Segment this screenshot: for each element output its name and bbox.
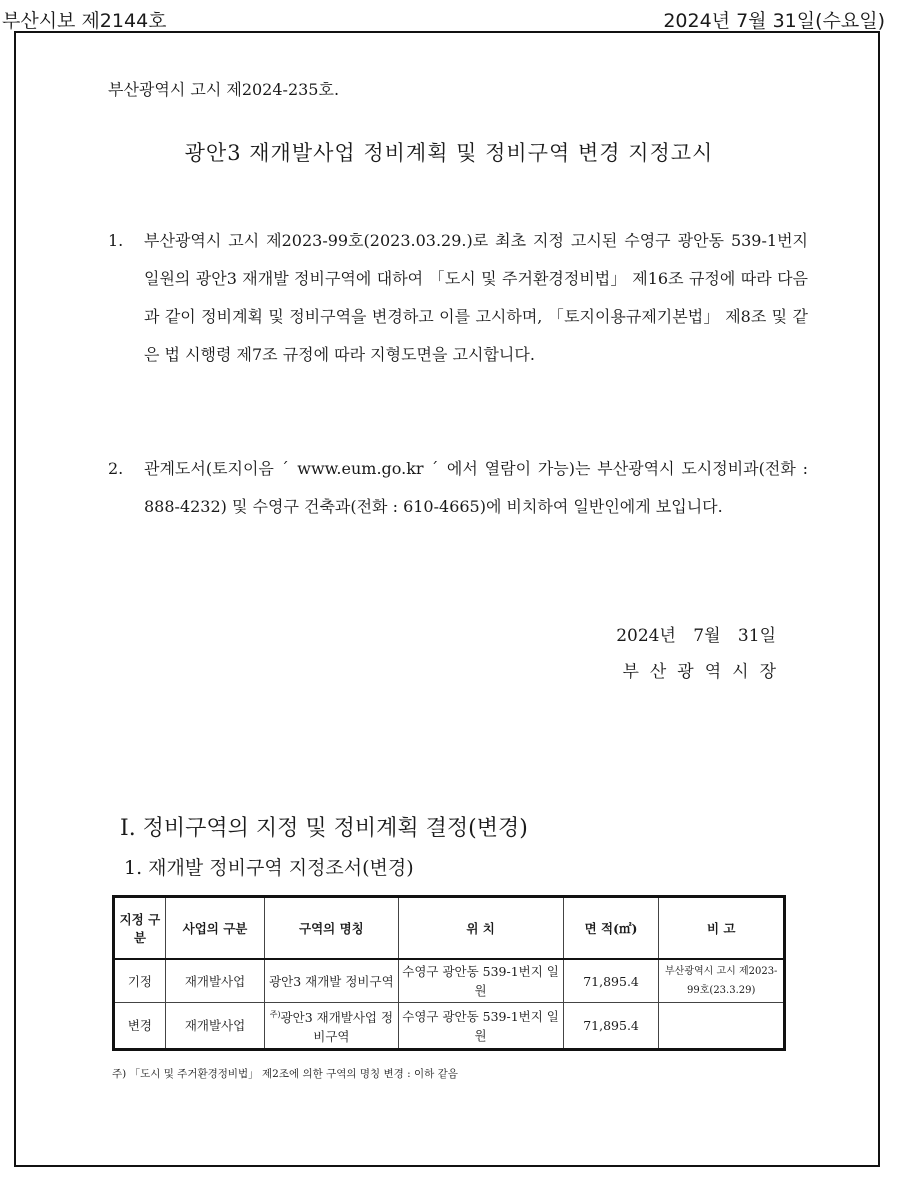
section-title: Ⅰ. 정비구역의 지정 및 정비계획 결정(변경) (120, 816, 528, 841)
table-row (114, 959, 785, 1003)
cell-name: 광안3 재개발 정비구역 (265, 959, 398, 1003)
item-text: 부산광역시 고시 제2023-99호(2023.03.29.)로 최초 지정 고시된 수영구 광안동 539-1번지 일원의 광안3 재개발 정비구역에 대하여 「도시 및 주거환경정비법」 제16조 규정에 따라 다음과 같이 정비계획 및 정비구역을 변경하고 이를 고시하며, 「토지이용규제기본법」 제8조 및 같은 법 시행령 제7조 규정에 따라 지형도면을 고시합니다. (144, 231, 808, 364)
cell-business: 재개발사업 (165, 1003, 264, 1050)
cell-area: 71,895.4 (563, 1003, 659, 1050)
notice-frame (14, 31, 880, 1167)
cell-name (265, 1003, 398, 1050)
notice-date: 2024년 7월 31일 (616, 626, 776, 646)
gazette-number: 부산시보 제2144호 (2, 10, 167, 32)
col-header-name: 구역의 명칭 (265, 897, 398, 960)
cell-business: 재개발사업 (165, 959, 264, 1003)
col-header-location: 위 치 (398, 897, 563, 960)
item-number: 1. (108, 231, 124, 250)
notice-issuer: 부산광역시장 (622, 662, 787, 682)
cell-location: 수영구 광안동 539-1번지 일원 (398, 1003, 563, 1050)
col-header-remark: 비 고 (659, 897, 785, 960)
notice-item-2 (108, 450, 808, 526)
section-subtitle: 1. 재개발 정비구역 지정조서(변경) (124, 857, 414, 879)
item-text: 관계도서(토지이음 ˊ www.eum.go.kr ˊ 에서 열람이 가능)는 부산광역시 도시정비과(전화 : 888-4232) 및 수영구 건축과(전화 : 610-4665)에 비치하여 일반인에게 보입니다. (144, 459, 808, 516)
notice-item-1 (108, 222, 808, 374)
notice-title: 광안3 재개발사업 정비계획 및 정비구역 변경 지정고시 (184, 141, 714, 165)
item-number: 2. (108, 459, 124, 478)
gazette-date: 2024년 7월 31일(수요일) (663, 10, 885, 32)
cell-remark: 부산광역시 고시 제2023-99호(23.3.29) (659, 959, 785, 1003)
cell-area: 71,895.4 (563, 959, 659, 1003)
cell-remark (659, 1003, 785, 1050)
cell-type: 변경 (114, 1003, 166, 1050)
col-header-area: 면 적(㎡) (563, 897, 659, 960)
designation-table (112, 895, 786, 1051)
footnote-marker: 주) (269, 1010, 281, 1019)
table-footnote: 주) 「도시 및 주거환경정비법」 제2조에 의한 구역의 명칭 변경 : 이하 같음 (112, 1068, 458, 1080)
cell-location: 수영구 광안동 539-1번지 일원 (398, 959, 563, 1003)
table-header-row (114, 897, 785, 960)
cell-name-text: 광안3 재개발사업 정비구역 (280, 1010, 394, 1045)
col-header-type: 지정 구분 (114, 897, 166, 960)
cell-type: 기정 (114, 959, 166, 1003)
col-header-business: 사업의 구분 (165, 897, 264, 960)
table-row (114, 1003, 785, 1050)
notice-number: 부산광역시 고시 제2024-235호. (108, 80, 340, 99)
